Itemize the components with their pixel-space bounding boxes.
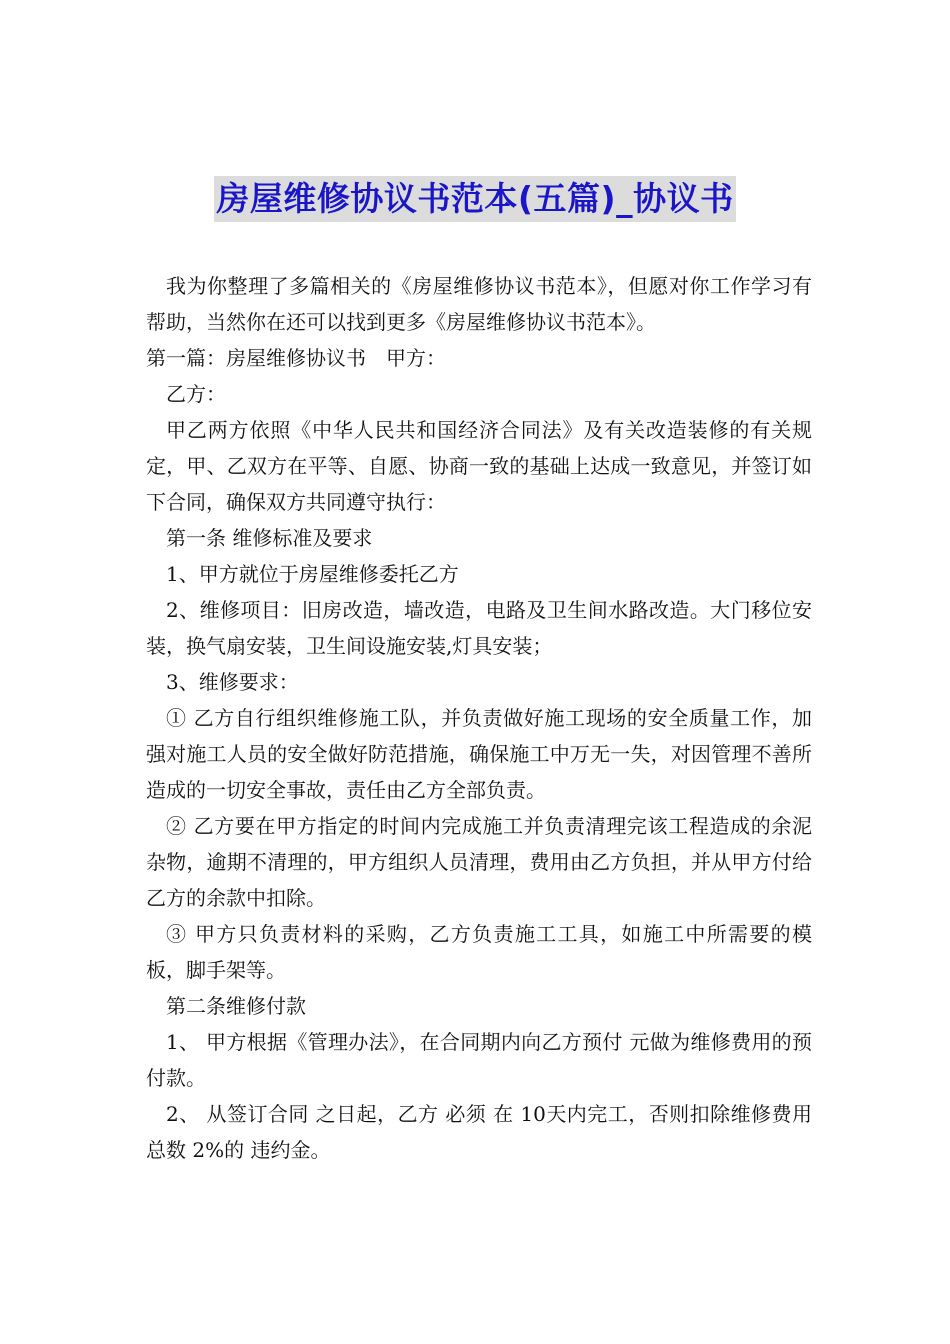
paragraph-requirement-1: ① 乙方自行组织维修施工队，并负责做好施工现场的安全质量工作，加强对施工人员的安全做好防范措施，确保施工中万无一失，对因管理不善所造成的一切安全事故，责任由乙方全部负责。	[146, 706, 812, 802]
paragraph-intro: 我为你整理了多篇相关的《房屋维修协议书范本》，但愿对你工作学习有帮助，当然你在还可以找到更多《房屋维修协议书范本》。	[146, 274, 812, 334]
paragraph-basis: 甲乙两方依照《中华人民共和国经济合同法》及有关改造装修的有关规定，甲、乙双方在平等、自愿、协商一致的基础上达成一致意见，并签订如下合同，确保双方共同遵守执行：	[146, 418, 812, 514]
paragraph-clause-1-heading: 第一条 维修标准及要求	[166, 526, 373, 550]
paragraph-first-article-heading: 第一篇：房屋维修协议书 甲方：	[146, 346, 446, 370]
paragraph-requirement-2: ② 乙方要在甲方指定的时间内完成施工并负责清理完该工程造成的余泥杂物，逾期不清理的，甲方组织人员清理，费用由乙方负担，并从甲方付给乙方的余款中扣除。	[146, 814, 812, 910]
paragraph-payment-1: 1、 甲方根据《管理办法》，在合同期内向乙方预付 元做为维修费用的预付款。	[146, 1030, 812, 1090]
paragraph-item-3: 3、维修要求：	[166, 670, 299, 694]
paragraph-party-b: 乙方：	[166, 382, 226, 406]
paragraph-requirement-3: ③ 甲方只负责材料的采购，乙方负责施工工具，如施工中所需要的模板，脚手架等。	[146, 922, 812, 982]
document-title: 房屋维修协议书范本(五篇)_协议书	[214, 176, 735, 222]
paragraph-payment-2: 2、 从签订合同 之日起，乙方 必须 在 10天内完工，否则扣除维修费用总数 2%的 违约金。	[146, 1102, 812, 1162]
paragraph-clause-2-heading: 第二条维修付款	[166, 994, 306, 1018]
document-body	[146, 268, 812, 1168]
paragraph-item-1: 1、甲方就位于房屋维修委托乙方	[166, 562, 459, 586]
paragraph-item-2: 2、维修项目：旧房改造，墙改造，电路及卫生间水路改造。大门移位安装，换气扇安装，卫生间设施安装,灯具安装；	[146, 598, 812, 658]
title-wrap	[0, 176, 950, 222]
